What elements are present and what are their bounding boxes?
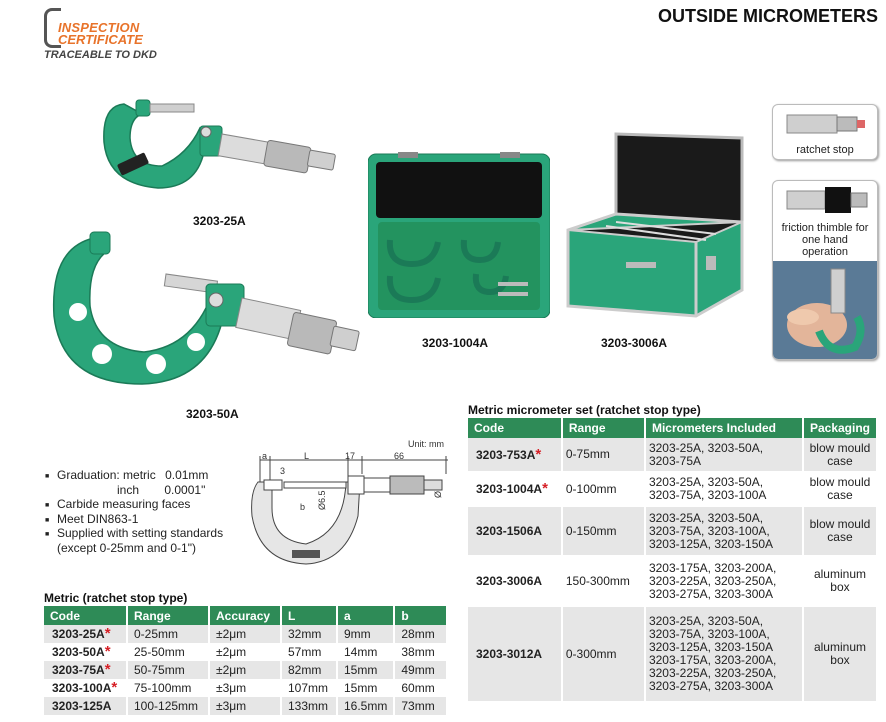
set-range: 0-75mm — [562, 438, 645, 472]
set-included-cell — [645, 506, 803, 556]
ratchet-stop-inset — [772, 104, 878, 160]
dim-3: 3 — [280, 466, 286, 476]
set-included-cell — [645, 556, 803, 606]
feature-standards — [45, 526, 223, 555]
set-table-row — [468, 556, 877, 606]
metric-range-cell: 100-125mm — [127, 697, 209, 715]
set-packaging-cell — [803, 606, 877, 702]
dim-a: a — [262, 452, 268, 461]
metric-b-cell: 49mm — [394, 661, 447, 679]
metric-col-range: Range — [127, 606, 209, 625]
micrometer-set-table — [468, 418, 878, 703]
page-title: OUTSIDE MICROMETERS — [657, 6, 878, 26]
metric-b-cell: 60mm — [394, 679, 447, 697]
metric-l-cell: 133mm — [281, 697, 337, 715]
set-packaging-line: aluminum — [813, 567, 866, 581]
ratchet-stop-caption: ratchet stop — [796, 144, 854, 156]
set-code: 3203-753A — [476, 447, 536, 462]
metric-table-title: Metric (ratchet stop type) — [44, 591, 188, 605]
dim-L: L — [304, 452, 310, 461]
star-mark: * — [111, 679, 118, 696]
metric-code: 3203-75A — [52, 663, 105, 677]
graduation-inch-value: 0.0001" — [164, 482, 206, 497]
unit-label: Unit: mm — [408, 439, 444, 449]
metric-code: 3203-25A — [52, 627, 105, 641]
micrometer-technical-drawing — [250, 452, 450, 572]
set-included-cell — [645, 438, 803, 472]
metric-code-cell — [44, 697, 127, 715]
metric-a-cell: 15mm — [337, 661, 394, 679]
set-code: 3203-1506A — [476, 523, 543, 538]
star-mark: * — [104, 661, 111, 678]
set-packaging-cell — [803, 556, 877, 606]
metric-l-cell: 107mm — [281, 679, 337, 697]
set-packaging-line: case — [827, 488, 853, 502]
metric-a-cell: 14mm — [337, 643, 394, 661]
star-mark: * — [104, 643, 111, 660]
metric-b-cell: 38mm — [394, 643, 447, 661]
set-packaging-line: aluminum — [813, 640, 866, 654]
graduation-metric-value: 0.01mm — [165, 468, 209, 482]
set-table-row — [468, 506, 877, 556]
set-code-cell — [468, 606, 562, 702]
friction-thimble-image — [773, 181, 877, 217]
set-packaging-line: box — [830, 653, 850, 667]
dim-66: 66 — [394, 452, 405, 461]
set-col-included: Micrometers Included — [645, 418, 803, 438]
certificate-line-3: TRACEABLE TO DKD — [44, 49, 157, 61]
metric-table-row — [44, 643, 447, 661]
metric-table — [44, 606, 448, 715]
set-included-line: 3203-225A, 3203-250A, — [648, 573, 777, 588]
inspection-certificate-logo — [44, 8, 164, 61]
feature-carbide: ■ Carbide measuring faces — [45, 497, 223, 512]
micrometer-set-case-1004-image — [368, 152, 550, 318]
set-included-line: 3203-25A, 3203-50A, — [648, 475, 764, 489]
set-table-row — [468, 606, 877, 702]
metric-accuracy-cell: ±2μm — [209, 661, 281, 679]
set-included-line: 3203-275A, 3203-300A — [648, 679, 774, 693]
set-included-line: 3203-225A, 3203-250A, — [648, 666, 777, 680]
micrometer-25-image — [96, 92, 341, 204]
feature-graduation — [45, 468, 223, 497]
set-included-line: 3203-75A, 3203-100A, — [648, 627, 770, 641]
metric-col-b: b — [394, 606, 447, 625]
set-col-range: Range — [562, 418, 645, 438]
product-label-3203-1004a: 3203-1004A — [422, 336, 489, 350]
certificate-line-2: CERTIFICATE — [58, 32, 143, 47]
set-included-line: 3203-275A, 3203-300A — [648, 586, 774, 601]
micrometer-50-image — [46, 226, 366, 396]
aluminum-box-3006-image — [566, 130, 752, 326]
set-range: 0-100mm — [562, 472, 645, 506]
metric-col-L: L — [281, 606, 337, 625]
dim-17: 17 — [345, 452, 356, 461]
set-code: 3203-3006A — [476, 573, 543, 588]
metric-table-row — [44, 661, 447, 679]
metric-b-cell: 73mm — [394, 697, 447, 715]
graduation-label: Graduation: metric — [57, 468, 156, 482]
metric-accuracy-cell: ±2μm — [209, 625, 281, 643]
metric-a-cell: 16.5mm — [337, 697, 394, 715]
set-code-cell — [468, 438, 562, 472]
metric-code-cell — [44, 643, 127, 661]
set-included-line: 3203-75A, 3203-100A — [648, 488, 767, 502]
metric-col-code: Code — [44, 606, 127, 625]
graduation-inch-label: inch — [117, 482, 140, 497]
metric-accuracy-cell: ±3μm — [209, 697, 281, 715]
set-included-cell — [645, 606, 803, 702]
set-code-cell — [468, 506, 562, 556]
product-label-3203-25a: 3203-25A — [193, 214, 246, 228]
metric-table-row — [44, 625, 447, 643]
metric-accuracy-cell: ±3μm — [209, 679, 281, 697]
set-code-cell — [468, 472, 562, 506]
metric-col-a: a — [337, 606, 394, 625]
set-code: 3203-1004A — [476, 482, 543, 496]
star-mark: * — [535, 445, 542, 463]
set-included-line: 3203-25A, 3203-50A, — [648, 510, 764, 525]
metric-range-cell: 50-75mm — [127, 661, 209, 679]
set-table-title: Metric micrometer set (ratchet stop type) — [468, 403, 701, 417]
set-included-line: 3203-175A, 3203-200A, — [648, 653, 777, 667]
metric-accuracy-cell: ±2μm — [209, 643, 281, 661]
standards-text: Supplied with setting standards — [57, 526, 224, 541]
set-packaging-cell — [803, 472, 877, 506]
dim-b: b — [300, 502, 306, 512]
set-included-line: 3203-25A, 3203-50A, — [648, 440, 764, 455]
set-included-line: 3203-125A, 3203-150A — [648, 536, 774, 551]
set-included-cell — [645, 472, 803, 506]
set-packaging-line: blow mould — [809, 517, 871, 531]
product-label-3203-3006a: 3203-3006A — [601, 336, 668, 350]
metric-range-cell: 0-25mm — [127, 625, 209, 643]
metric-b-cell: 28mm — [394, 625, 447, 643]
set-included-line: 3203-75A, 3203-100A, — [648, 523, 770, 538]
product-label-3203-50a: 3203-50A — [186, 407, 239, 421]
metric-a-cell: 15mm — [337, 679, 394, 697]
metric-table-row — [44, 679, 447, 697]
set-code-cell — [468, 556, 562, 606]
metric-l-cell: 57mm — [281, 643, 337, 661]
metric-code: 3203-50A — [52, 645, 105, 659]
star-mark: * — [542, 480, 548, 497]
standards-note: (except 0-25mm and 0-1") — [57, 540, 196, 555]
hand-operation-image — [773, 261, 877, 360]
metric-a-cell: 9mm — [337, 625, 394, 643]
feature-din: ■ Meet DIN863-1 — [45, 512, 223, 527]
metric-code: 3203-125A — [52, 699, 112, 713]
set-packaging-line: blow mould — [809, 440, 871, 455]
metric-col-accuracy: Accuracy — [209, 606, 281, 625]
dim-phi65: Ø6.5 — [317, 490, 327, 510]
certificate-line-1: INSPECTION — [58, 20, 140, 35]
set-packaging-line: blow mould — [809, 475, 871, 489]
set-col-code: Code — [468, 418, 562, 438]
set-table-row — [468, 472, 877, 506]
metric-code-cell — [44, 625, 127, 643]
star-mark: * — [104, 625, 111, 642]
features-list — [45, 468, 223, 556]
set-col-packaging: Packaging — [803, 418, 877, 438]
set-packaging-line: case — [827, 530, 853, 544]
set-packaging-cell — [803, 438, 877, 472]
set-packaging-line: box — [830, 580, 850, 594]
metric-table-row — [44, 697, 447, 715]
metric-l-cell: 32mm — [281, 625, 337, 643]
set-included-line: 3203-125A, 3203-150A — [648, 640, 774, 654]
metric-range-cell: 75-100mm — [127, 679, 209, 697]
metric-code-cell — [44, 679, 127, 697]
set-included-line: 3203-175A, 3203-200A, — [648, 560, 777, 575]
set-packaging-line: case — [827, 453, 853, 468]
set-included-line: 3203-25A, 3203-50A, — [648, 614, 764, 628]
metric-code: 3203-100A — [52, 681, 112, 695]
set-code: 3203-3012A — [476, 646, 543, 661]
ratchet-stop-image — [773, 105, 877, 139]
set-packaging-cell — [803, 506, 877, 556]
set-range: 0-300mm — [562, 606, 645, 702]
set-range: 150-300mm — [562, 556, 645, 606]
set-range: 0-150mm — [562, 506, 645, 556]
metric-code-cell — [44, 661, 127, 679]
metric-l-cell: 82mm — [281, 661, 337, 679]
set-included-line: 3203-75A — [648, 453, 701, 468]
friction-thimble-caption: friction thimble for one hand operation — [781, 222, 869, 258]
set-table-row — [468, 438, 877, 472]
metric-range-cell: 25-50mm — [127, 643, 209, 661]
friction-thimble-inset — [772, 180, 878, 360]
